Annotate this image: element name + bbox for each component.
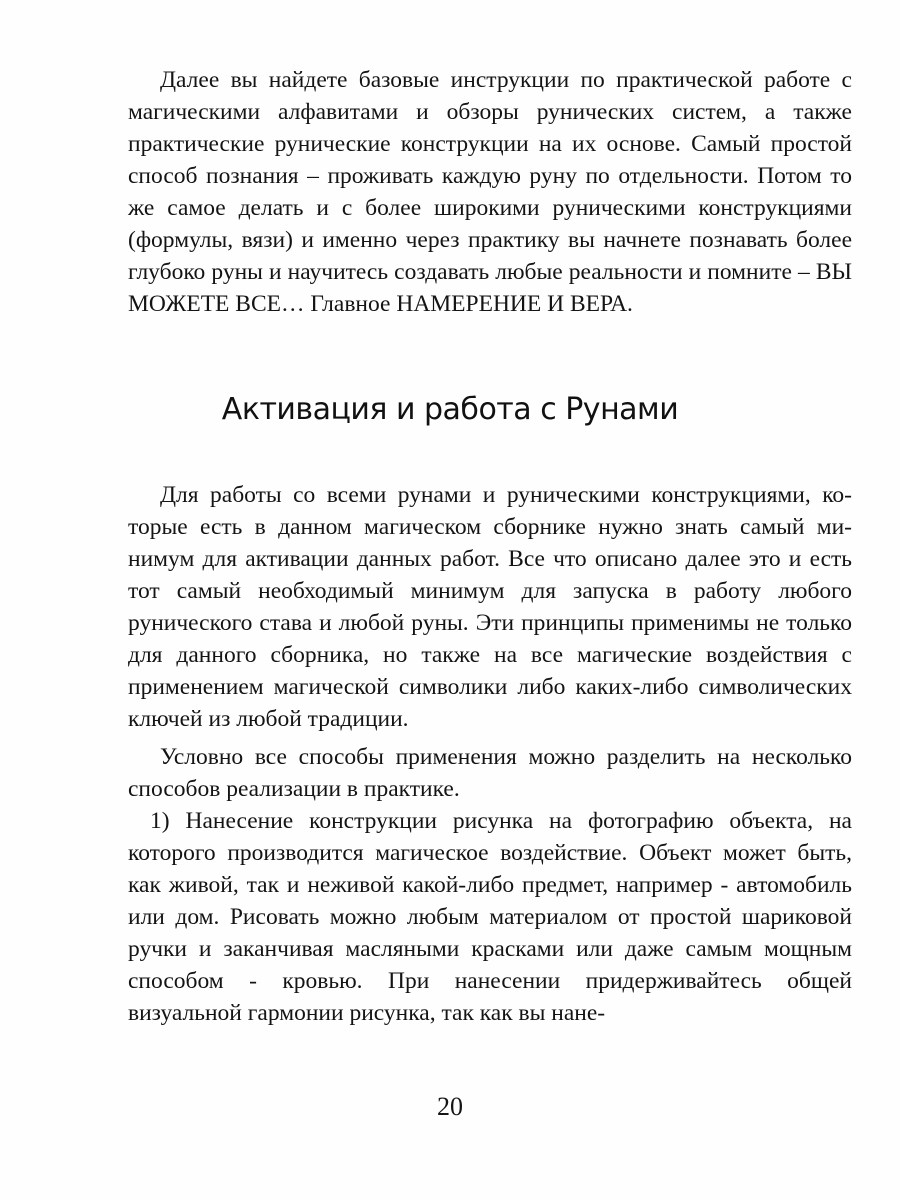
intro-section: [128, 64, 852, 320]
paragraph-activation-intro: Для работы со всеми рунами и руническими конструкциями, которые есть в данном магическом сборнике нужно знать самый минимум для активации данных работ. Все что описано далее это и есть тот самый необходимый минимум для запуска в работу любого рунического става и любой руны. Эти принципы применимы не только для данного сборника, но также на все магические воздействия с применением магической символики либо каких-либо символических ключей из любой традиции.: [128, 482, 852, 732]
list-item-1: 1) Нанесение конструкции рисунка на фотографию объекта, на которого производится магическое воздействие. Объект может быть, как живой, так и неживой какой-либо предмет, например - автомобиль или дом. Рисовать можно любым материалом от простой шариковой ручки и заканчивая масляными красками или даже самым мощным способом - кровью. При нанесении придерживайтесь общей визуальной гармонии рисунка, так как вы нане-: [128, 808, 852, 1026]
section-heading: Активация и работа с Рунами: [221, 392, 679, 427]
paragraph-methods-intro: Условно все способы применения можно разделить на несколько способов реализации в практике.: [128, 744, 852, 802]
page-number: 20: [437, 1092, 463, 1121]
intro-paragraph: Далее вы найдете базовые инструкции по практической работе с магическими алфавитами и обзоры рунических систем, а также практические рунические конструкции на их основе. Самый простой способ познания – проживать каждую руну по отдельности. Потом то же самое делать и с более широкими руническими конструкциями (формулы, вязи) и именно через практику вы начнете познавать более глубоко руны и научитесь создавать любые реальности и помните – ВЫ МОЖЕТЕ ВСЕ… Главное НАМЕРЕНИЕ И ВЕРА.: [128, 67, 852, 317]
section-body: [128, 479, 852, 1029]
